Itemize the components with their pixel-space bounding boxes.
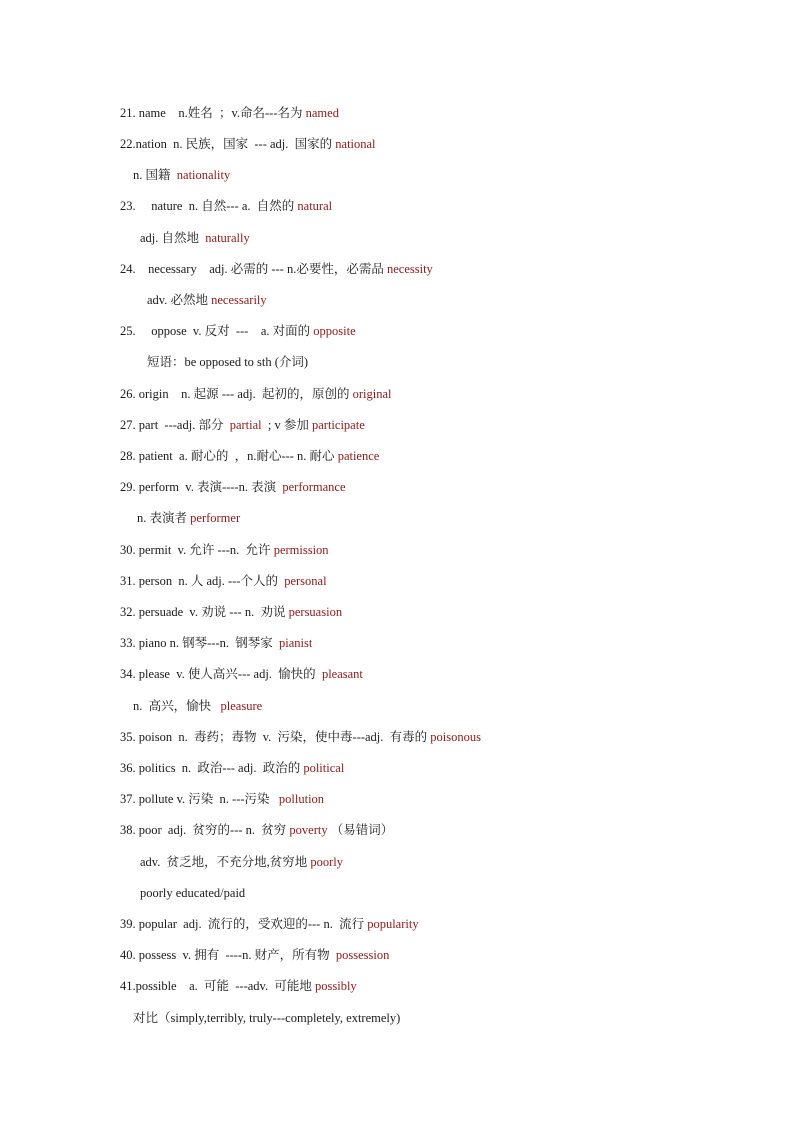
line-text: 21. name n.姓名 ；v.命名---名为	[120, 106, 306, 120]
highlighted-word: personal	[284, 574, 327, 588]
line-text: 37. pollute v. 污染 n. ---污染	[120, 792, 279, 806]
highlighted-word: pleasant	[321, 667, 363, 681]
line-text: 31. person n. 人 adj. ---个人的	[120, 574, 285, 588]
highlighted-word: pleasure	[220, 699, 263, 713]
highlighted-word: original	[352, 387, 392, 401]
highlighted-word: pianist	[279, 636, 313, 650]
vocab-line	[140, 227, 250, 249]
vocab-line	[133, 695, 262, 717]
highlighted-word: possession	[335, 948, 390, 962]
line-text: n. 表演者	[137, 511, 191, 525]
highlighted-word: opposite	[313, 324, 356, 338]
line-text: 34. please v. 使人高兴--- adj. 愉快的	[120, 667, 322, 681]
line-text: adj. 自然地	[140, 231, 206, 245]
vocab-line	[120, 102, 339, 124]
vocab-line	[120, 258, 433, 280]
vocab-line	[120, 975, 357, 997]
vocab-line	[120, 632, 312, 654]
line-text: 41.possible a. 可能 ---adv. 可能地	[120, 979, 315, 993]
line-text: 26. origin n. 起源 --- adj. 起初的，原创的	[120, 387, 353, 401]
line-text: 33. piano n. 钢琴---n. 钢琴家	[120, 636, 280, 650]
line-text: poorly educated/paid	[140, 886, 246, 900]
vocab-line	[120, 726, 481, 748]
line-text: n. 国籍	[133, 168, 177, 182]
vocab-line	[120, 445, 379, 467]
highlighted-word: possibly	[315, 979, 357, 993]
highlighted-word: nationality	[176, 168, 231, 182]
highlighted-word: patience	[337, 449, 380, 463]
line-text: 38. poor adj. 贫穷的--- n. 贫穷	[120, 823, 290, 837]
vocab-line	[120, 414, 365, 436]
vocab-line	[120, 819, 393, 841]
highlighted-word: poorly	[310, 855, 344, 869]
vocab-line	[140, 882, 245, 904]
vocab-line	[120, 476, 346, 498]
line-text: 25. oppose v. 反对 --- a. 对面的	[120, 324, 314, 338]
line-text: 29. perform v. 表演----n. 表演	[120, 480, 283, 494]
highlighted-word: performer	[190, 511, 241, 525]
vocab-line	[120, 601, 342, 623]
highlighted-word: national	[335, 137, 376, 151]
line-text: 32. persuade v. 劝说 --- n. 劝说	[120, 605, 289, 619]
line-text: （易错词）	[327, 823, 394, 837]
vocab-line	[120, 913, 419, 935]
vocab-line	[137, 507, 240, 529]
highlighted-word: necessarily	[211, 293, 267, 307]
line-text: ; v 参加	[261, 418, 312, 432]
vocab-line	[120, 133, 376, 155]
highlighted-word: popularity	[367, 917, 419, 931]
vocab-line	[120, 383, 392, 405]
line-text: 36. politics n. 政治--- adj. 政治的	[120, 761, 304, 775]
highlighted-word: permission	[273, 543, 329, 557]
highlighted-word: persuasion	[288, 605, 343, 619]
line-text: 对比（simply,terribly, truly---completely, extremely)	[133, 1011, 401, 1025]
line-text: 短语：be opposed to sth (介词)	[147, 355, 309, 369]
line-text: 24. necessary adj. 必需的 --- n.必要性，必需品	[120, 262, 387, 276]
line-text: 27. part ---adj. 部分	[120, 418, 230, 432]
line-text: 39. popular adj. 流行的，受欢迎的--- n. 流行	[120, 917, 368, 931]
vocab-line	[120, 944, 389, 966]
highlighted-word: pollution	[278, 792, 325, 806]
vocab-line	[133, 1007, 400, 1029]
vocab-line	[133, 164, 230, 186]
line-text: adv. 贫乏地，不充分地,贫穷地	[140, 855, 311, 869]
highlighted-word: partial	[229, 418, 262, 432]
vocab-line	[120, 195, 332, 217]
highlighted-word: necessity	[386, 262, 433, 276]
line-text: 28. patient a. 耐心的 ，n.耐心--- n. 耐心	[120, 449, 338, 463]
vocab-line	[120, 570, 327, 592]
vocab-line	[120, 539, 329, 561]
highlighted-word: poisonous	[430, 730, 481, 744]
vocab-line	[120, 788, 324, 810]
line-text: adv. 必然地	[147, 293, 212, 307]
highlighted-word: natural	[297, 199, 333, 213]
line-text: 30. permit v. 允许 ---n. 允许	[120, 543, 274, 557]
line-text: 40. possess v. 拥有 ----n. 财产，所有物	[120, 948, 336, 962]
line-text: 22.nation n. 民族，国家 --- adj. 国家的	[120, 137, 336, 151]
vocab-line	[147, 351, 308, 373]
highlighted-word: performance	[282, 480, 346, 494]
line-text: 35. poison n. 毒药；毒物 v. 污染，使中毒---adj. 有毒的	[120, 730, 431, 744]
vocab-line	[120, 663, 363, 685]
highlighted-word: poverty	[289, 823, 328, 837]
vocab-line	[120, 757, 344, 779]
line-text: 23. nature n. 自然--- a. 自然的	[120, 199, 298, 213]
vocab-line	[120, 320, 356, 342]
vocab-line	[140, 851, 343, 873]
highlighted-word: participate	[312, 418, 365, 432]
line-text: n. 高兴，愉快	[133, 699, 221, 713]
vocab-line	[147, 289, 267, 311]
highlighted-word: naturally	[205, 231, 250, 245]
highlighted-word: political	[303, 761, 345, 775]
highlighted-word: named	[305, 106, 339, 120]
